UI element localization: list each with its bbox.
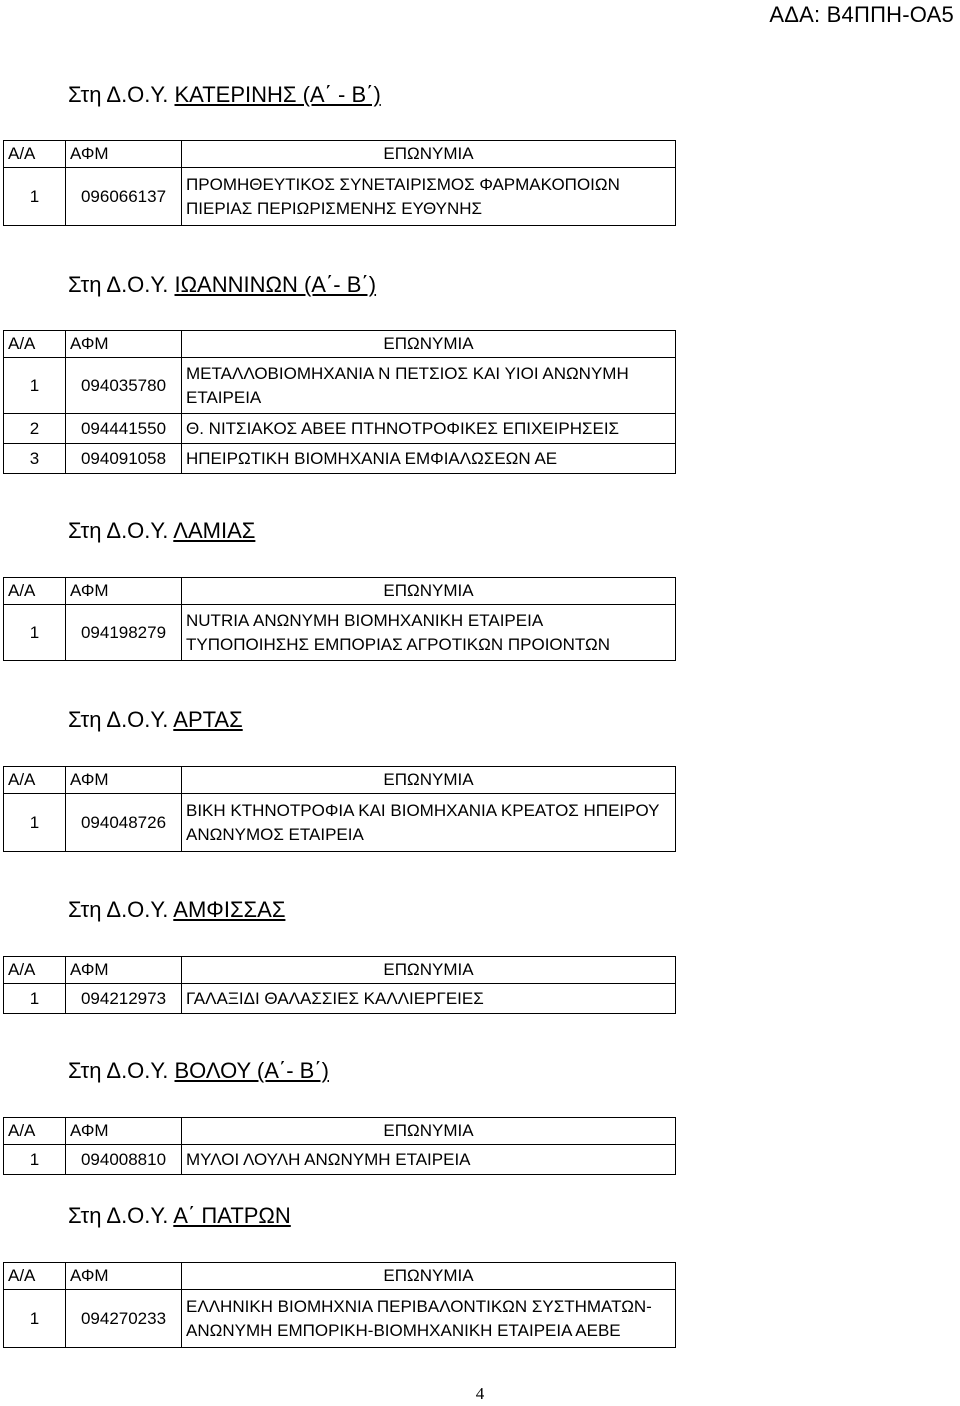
- cell-afm: 094212973: [66, 984, 182, 1014]
- cell-name: [182, 168, 676, 226]
- page-number: 4: [475, 1384, 485, 1403]
- cell-name: [182, 984, 676, 1014]
- name-line: ΜΥΛΟΙ ΛΟΥΛΗ ΑΝΩΝΥΜΗ ΕΤΑΙΡΕΙΑ: [186, 1149, 471, 1169]
- table-row: [4, 358, 676, 414]
- cell-aa: 1: [4, 1145, 66, 1175]
- cell-afm: 094441550: [66, 414, 182, 444]
- col-header-name: ΕΠΩΝΥΜΙΑ: [182, 141, 676, 168]
- heading-title: Α΄ ΠΑΤΡΩΝ: [173, 1203, 291, 1228]
- name-line: ΠΙΕΡΙΑΣ ΠΕΡΙΩΡΙΣΜΕΝΗΣ ΕΥΘΥΝΗΣ: [186, 198, 483, 218]
- cell-afm: 094048726: [66, 794, 182, 852]
- cell-name: [182, 605, 676, 661]
- table-row: [4, 984, 676, 1014]
- col-header-name: ΕΠΩΝΥΜΙΑ: [182, 578, 676, 605]
- name-line: ΕΤΑΙΡΕΙΑ: [186, 387, 262, 407]
- col-header-aa: Α/Α: [4, 1118, 66, 1145]
- cell-name: [182, 794, 676, 852]
- ada-code: ΑΔΑ: Β4ΠΠΗ-ΟΑ5: [769, 2, 954, 27]
- cell-name: [182, 444, 676, 474]
- name-line: ΕΛΛΗΝΙΚΗ ΒΙΟΜΗΧΝΙΑ ΠΕΡΙΒΑΛΟΝΤΙΚΩΝ ΣΥΣΤΗΜΑΤΩΝ-: [186, 1296, 652, 1316]
- heading-title: ΛΑΜΙΑΣ: [173, 518, 256, 543]
- col-header-afm: ΑΦΜ: [66, 1263, 182, 1290]
- table-header-row: [4, 957, 676, 984]
- cell-aa: 1: [4, 358, 66, 414]
- name-line: ΠΡΟΜΗΘΕΥΤΙΚΟΣ ΣΥΝΕΤΑΙΡΙΣΜΟΣ ΦΑΡΜΑΚΟΠΟΙΩΝ: [186, 174, 620, 194]
- section-heading: [68, 707, 243, 733]
- table-row: [4, 168, 676, 226]
- name-line: NUTRIA ΑΝΩΝΥΜΗ ΒΙΟΜΗΧΑΝΙΚΗ ΕΤΑΙΡΕΙΑ: [186, 610, 544, 630]
- heading-title: ΙΩΑΝΝΙΝΩΝ (Α΄- Β΄): [174, 272, 377, 297]
- company-table: [3, 766, 676, 852]
- cell-afm: 094270233: [66, 1290, 182, 1348]
- section-heading: [68, 82, 381, 108]
- table-header-row: [4, 767, 676, 794]
- col-header-afm: ΑΦΜ: [66, 331, 182, 358]
- table-header-row: [4, 1118, 676, 1145]
- heading-title: ΒΟΛΟΥ (Α΄- Β΄): [174, 1058, 330, 1083]
- col-header-afm: ΑΦΜ: [66, 141, 182, 168]
- name-line: ΓΑΛΑΞΙΔΙ ΘΑΛΑΣΣΙΕΣ ΚΑΛΛΙΕΡΓΕΙΕΣ: [186, 988, 484, 1008]
- table-header-row: [4, 578, 676, 605]
- cell-afm: 094091058: [66, 444, 182, 474]
- company-table: [3, 140, 676, 226]
- section-heading: [68, 1203, 291, 1229]
- cell-afm: 096066137: [66, 168, 182, 226]
- table-row: [4, 414, 676, 444]
- company-table: [3, 330, 676, 474]
- heading-title: ΚΑΤΕΡΙΝΗΣ (Α΄ - Β΄): [174, 82, 381, 107]
- name-line: ΑΝΩΝΥΜΟΣ ΕΤΑΙΡΕΙΑ: [186, 824, 364, 844]
- table-row: [4, 1290, 676, 1348]
- table-header-row: [4, 1263, 676, 1290]
- col-header-aa: Α/Α: [4, 141, 66, 168]
- name-line: ΗΠΕΙΡΩΤΙΚΗ ΒΙΟΜΗΧΑΝΙΑ ΕΜΦΙΑΛΩΣΕΩΝ ΑΕ: [186, 448, 558, 468]
- name-line: ΤΥΠΟΠΟΙΗΣΗΣ ΕΜΠΟΡΙΑΣ ΑΓΡΟΤΙΚΩΝ ΠΡΟΙΟΝΤΩΝ: [186, 634, 610, 654]
- table-header-row: [4, 141, 676, 168]
- section-heading: [68, 272, 376, 298]
- cell-aa: 1: [4, 984, 66, 1014]
- table-header-row: [4, 331, 676, 358]
- col-header-name: ΕΠΩΝΥΜΙΑ: [182, 957, 676, 984]
- table-row: [4, 794, 676, 852]
- col-header-aa: Α/Α: [4, 578, 66, 605]
- company-table: [3, 1117, 676, 1175]
- col-header-name: ΕΠΩΝΥΜΙΑ: [182, 331, 676, 358]
- cell-aa: 3: [4, 444, 66, 474]
- cell-aa: 1: [4, 605, 66, 661]
- section-heading: [68, 518, 255, 544]
- heading-title: ΑΜΦΙΣΣΑΣ: [173, 897, 286, 922]
- heading-prefix: Στη Δ.Ο.Υ.: [68, 1058, 169, 1083]
- cell-aa: 1: [4, 1290, 66, 1348]
- heading-prefix: Στη Δ.Ο.Υ.: [68, 272, 169, 297]
- cell-name: [182, 358, 676, 414]
- name-line: ΑΝΩΝΥΜΗ ΕΜΠΟΡΙΚΗ-ΒΙΟΜΗΧΑΝΙΚΗ ΕΤΑΙΡΕΙΑ ΑΕΒΕ: [186, 1320, 621, 1340]
- col-header-aa: Α/Α: [4, 957, 66, 984]
- col-header-afm: ΑΦΜ: [66, 767, 182, 794]
- cell-name: [182, 1145, 676, 1175]
- cell-name: [182, 1290, 676, 1348]
- col-header-aa: Α/Α: [4, 767, 66, 794]
- heading-prefix: Στη Δ.Ο.Υ.: [68, 518, 169, 543]
- cell-afm: 094008810: [66, 1145, 182, 1175]
- heading-prefix: Στη Δ.Ο.Υ.: [68, 897, 169, 922]
- name-line: Θ. ΝΙΤΣΙΑΚΟΣ ΑΒΕΕ ΠΤΗΝΟΤΡΟΦΙΚΕΣ ΕΠΙΧΕΙΡΗΣΕΙΣ: [186, 418, 620, 438]
- company-table: [3, 577, 676, 661]
- name-line: ΒΙΚΗ ΚΤΗΝΟΤΡΟΦΙΑ ΚΑΙ ΒΙΟΜΗΧΑΝΙΑ ΚΡΕΑΤΟΣ ΗΠΕΙΡΟΥ: [186, 800, 660, 820]
- cell-afm: 094198279: [66, 605, 182, 661]
- heading-prefix: Στη Δ.Ο.Υ.: [68, 707, 169, 732]
- table-row: [4, 1145, 676, 1175]
- col-header-name: ΕΠΩΝΥΜΙΑ: [182, 767, 676, 794]
- col-header-name: ΕΠΩΝΥΜΙΑ: [182, 1263, 676, 1290]
- table-row: [4, 605, 676, 661]
- col-header-aa: Α/Α: [4, 331, 66, 358]
- cell-name: [182, 414, 676, 444]
- heading-title: ΑΡΤΑΣ: [173, 707, 243, 732]
- col-header-name: ΕΠΩΝΥΜΙΑ: [182, 1118, 676, 1145]
- heading-prefix: Στη Δ.Ο.Υ.: [68, 82, 169, 107]
- col-header-afm: ΑΦΜ: [66, 957, 182, 984]
- col-header-afm: ΑΦΜ: [66, 578, 182, 605]
- table-row: [4, 444, 676, 474]
- heading-prefix: Στη Δ.Ο.Υ.: [68, 1203, 169, 1228]
- name-line: ΜΕΤΑΛΛΟΒΙΟΜΗΧΑΝΙΑ Ν ΠΕΤΣΙΟΣ ΚΑΙ ΥΙΟΙ ΑΝΩΝΥΜΗ: [186, 363, 629, 383]
- company-table: [3, 1262, 676, 1348]
- cell-afm: 094035780: [66, 358, 182, 414]
- company-table: [3, 956, 676, 1014]
- col-header-aa: Α/Α: [4, 1263, 66, 1290]
- cell-aa: 1: [4, 794, 66, 852]
- section-heading: [68, 897, 285, 923]
- col-header-afm: ΑΦΜ: [66, 1118, 182, 1145]
- cell-aa: 2: [4, 414, 66, 444]
- cell-aa: 1: [4, 168, 66, 226]
- section-heading: [68, 1058, 329, 1084]
